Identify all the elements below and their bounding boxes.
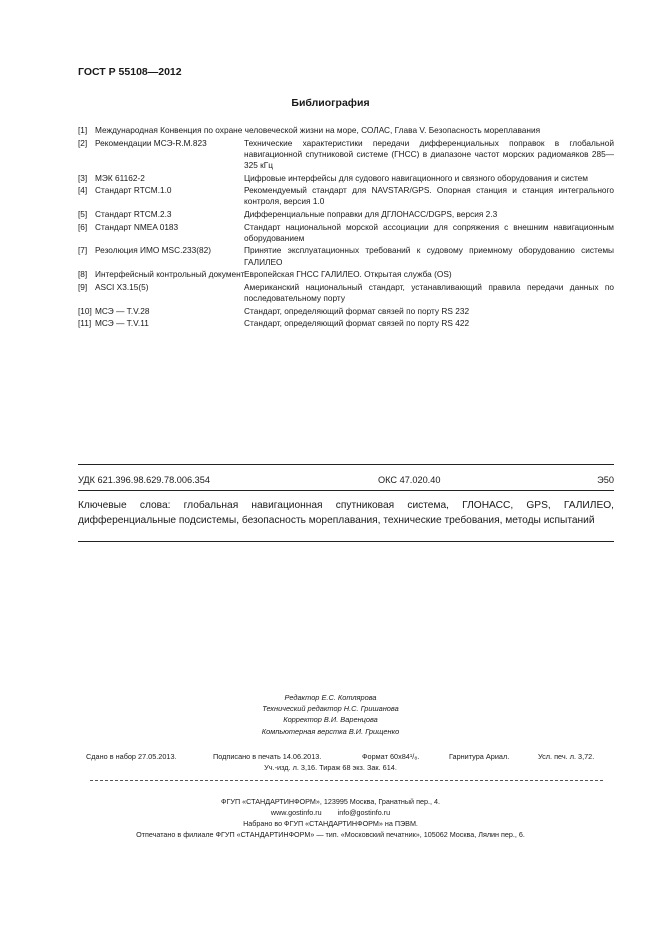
bibliography-list bbox=[78, 125, 614, 331]
entry-title: Стандарт, определяющий формат связей по порту RS 422 bbox=[244, 318, 470, 329]
typeset-info: Набрано во ФГУП «СТАНДАРТИНФОРМ» на ПЭВМ. bbox=[243, 819, 418, 828]
staff-list bbox=[0, 692, 661, 737]
entry-number: [11] bbox=[78, 318, 92, 329]
technical-editor: Технический редактор Н.С. Гришанова bbox=[262, 704, 399, 714]
bibliography-entry bbox=[78, 125, 614, 136]
entry-source: Стандарт RTCM.1.0 bbox=[95, 185, 172, 196]
entry-title: Технические характеристики передачи дифференциальных поправок в глобальной навигационной спутниковой системе (ГНСС) в диапазоне частот морских радиомаяков 285—325 кГц bbox=[244, 137, 614, 170]
entry-number: [8] bbox=[78, 269, 88, 280]
oks-code: ОКС 47.020.40 bbox=[378, 475, 441, 485]
bibliography-entry bbox=[78, 306, 614, 317]
entry-number: [5] bbox=[78, 208, 88, 219]
bibliography-entry bbox=[78, 138, 614, 172]
entry-title: Стандарт национальной морской ассоциации для сопряжения с внешним навигационным оборудованием bbox=[244, 221, 614, 243]
bottom-divider bbox=[78, 541, 614, 542]
entry-source: ASCI X3.15(5) bbox=[95, 281, 149, 292]
bibliography-entry bbox=[78, 209, 614, 220]
bibliography-title: Библиография bbox=[291, 97, 370, 109]
entry-source: Стандарт RTCM.2.3 bbox=[95, 208, 172, 219]
bibliography-entry bbox=[78, 245, 614, 267]
bibliography-entry bbox=[78, 318, 614, 329]
publication-info-2: Уч.-изд. л. 3,16. Тираж 68 экз. Зак. 614. bbox=[264, 763, 397, 772]
entry-title: Стандарт, определяющий формат связей по порту RS 232 bbox=[244, 305, 470, 316]
bibliography-entry bbox=[78, 222, 614, 244]
standard-header: ГОСТ Р 55108—2012 bbox=[78, 66, 182, 78]
category-code: Э50 bbox=[597, 475, 614, 485]
bibliography-entry bbox=[78, 269, 614, 280]
signed-date: Подписано в печать 14.06.2013. bbox=[213, 752, 322, 761]
entry-source: Резолюция ИМО MSC.233(82) bbox=[95, 245, 211, 256]
sent-date: Сдано в набор 27.05.2013. bbox=[86, 752, 177, 761]
entry-number: [10] bbox=[78, 305, 92, 316]
bibliography-entry bbox=[78, 173, 614, 184]
top-divider bbox=[78, 464, 614, 465]
entry-source: Интерфейсный контрольный документ bbox=[95, 269, 245, 280]
entry-number: [3] bbox=[78, 172, 88, 183]
entry-title: Рекомендуемый стандарт для NAVSTAR/GPS. Опорная станция и станция интегрального контроля, версия 1.0 bbox=[244, 185, 614, 207]
entry-source: МЭК 61162-2 bbox=[95, 172, 145, 183]
publisher-address: ФГУП «СТАНДАРТИНФОРМ», 123995 Москва, Гранатный пер., 4. bbox=[221, 797, 440, 806]
keywords: Ключевые слова: глобальная навигационная спутниковая система, ГЛОНАСС, GPS, ГАЛИЛЕО, дифференциальные подсистемы, безопасность мореплавания, технические требования, методы испытаний bbox=[78, 500, 614, 526]
proofreader: Корректор В.И. Варенцова bbox=[283, 715, 378, 725]
printed-info: Отпечатано в филиале ФГУП «СТАНДАРТИНФОРМ» — тип. «Московский печатник», 105062 Москва, Лялин пер., 6. bbox=[136, 830, 525, 839]
udk-code: УДК 621.396.98.629.78.006.354 bbox=[78, 475, 210, 485]
bibliography-entry bbox=[78, 282, 614, 304]
layout-designer: Компьютерная верстка В.И. Грищенко bbox=[261, 726, 400, 736]
entry-number: [2] bbox=[78, 137, 88, 148]
print-sheets: Усл. печ. л. 3,72. bbox=[538, 752, 595, 761]
entry-number: [1] bbox=[78, 125, 88, 135]
entry-number: [7] bbox=[78, 245, 88, 256]
font-info: Гарнитура Ариал. bbox=[449, 752, 510, 761]
publisher-contacts: www.gostinfo.ru info@gostinfo.ru bbox=[270, 808, 391, 817]
middle-divider bbox=[78, 490, 614, 491]
entry-title: Европейская ГНСС ГАЛИЛЕО. Открытая служба (OS) bbox=[244, 269, 452, 280]
editor: Редактор Е.С. Котлярова bbox=[284, 693, 377, 702]
entry-title: Цифровые интерфейсы для судового навигационного и связного оборудования и систем bbox=[244, 172, 588, 183]
dashed-separator bbox=[90, 780, 603, 781]
entry-title: Принятие эксплуатационных требований к судовому приемному оборудованию системы ГАЛИЛЕО bbox=[244, 245, 614, 267]
paper-format: Формат 60х84¹/₈. bbox=[362, 752, 420, 761]
entry-title: Дифференциальные поправки для ДГЛОНАСС/DGPS, версия 2.3 bbox=[244, 208, 498, 219]
entry-source: Стандарт NMEA 0183 bbox=[95, 221, 179, 232]
entry-number: [6] bbox=[78, 221, 88, 232]
entry-source: Рекомендации МСЭ-R.M.823 bbox=[95, 137, 207, 148]
entry-title: Международная Конвенция по охране человеческой жизни на море, СОЛАС, Глава V. Безопасность мореплавания bbox=[95, 125, 541, 135]
bibliography-entry bbox=[78, 185, 614, 207]
entry-number: [4] bbox=[78, 185, 88, 196]
entry-source: МСЭ — T.V.28 bbox=[95, 305, 150, 316]
entry-source: МСЭ — T.V.11 bbox=[95, 318, 149, 329]
entry-title: Американский национальный стандарт, устанавливающий правила передачи данных по последовательному порту bbox=[244, 281, 614, 303]
entry-number: [9] bbox=[78, 281, 88, 292]
